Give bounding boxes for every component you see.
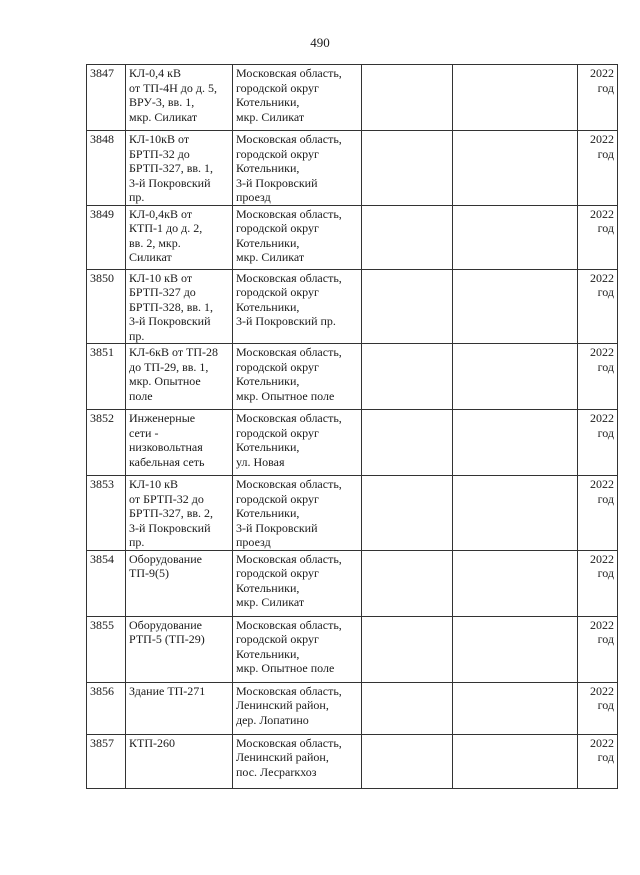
object-name-line: БРТП-328, вв. 1, bbox=[129, 299, 214, 314]
empty-cell bbox=[362, 65, 453, 131]
address-line: Московская область, bbox=[236, 551, 342, 566]
address-cell bbox=[233, 205, 362, 269]
address-cell bbox=[233, 682, 362, 734]
year-line: 2022 bbox=[590, 270, 614, 285]
object-name-line: мкр. Силикат bbox=[129, 109, 198, 124]
object-name-line: 3-й Покровский bbox=[129, 520, 211, 535]
object-name-line: сети - bbox=[129, 425, 159, 440]
table-row bbox=[87, 550, 618, 616]
table-row bbox=[87, 476, 618, 551]
empty-cell bbox=[453, 269, 578, 344]
empty-cell bbox=[362, 476, 453, 551]
address-cell bbox=[233, 550, 362, 616]
address-line: Московская область, bbox=[236, 270, 342, 285]
object-name-line: Инженерные bbox=[129, 411, 196, 425]
object-name-line: пр. bbox=[129, 190, 145, 204]
address-line: Котельники, bbox=[236, 95, 300, 109]
address-line: городской округ bbox=[236, 566, 319, 580]
empty-cell bbox=[362, 550, 453, 616]
year-line: 2022 bbox=[590, 477, 614, 491]
registry-body bbox=[87, 65, 618, 789]
year-cell bbox=[578, 344, 618, 410]
year-line: 2022 bbox=[590, 617, 614, 632]
address-line: Московская область, bbox=[236, 617, 342, 632]
year-cell bbox=[578, 65, 618, 131]
address-cell bbox=[233, 734, 362, 788]
table-row bbox=[87, 616, 618, 682]
address-line: Московская область, bbox=[236, 345, 342, 359]
empty-cell bbox=[362, 344, 453, 410]
object-name-line: БРТП-327 до bbox=[129, 285, 196, 299]
year-cell bbox=[578, 682, 618, 734]
empty-cell bbox=[453, 410, 578, 476]
object-name-line: пр. bbox=[129, 535, 145, 549]
address-line: городской округ bbox=[236, 285, 319, 299]
empty-cell bbox=[362, 410, 453, 476]
year-line: год bbox=[597, 566, 614, 580]
object-name-line: КЛ-0,4кВ от bbox=[129, 206, 193, 221]
object-name-line: от БРТП-32 до bbox=[129, 491, 204, 506]
year-line: 2022 bbox=[590, 66, 614, 80]
object-name-cell bbox=[126, 550, 233, 616]
year-line: год bbox=[597, 425, 614, 440]
row-number: 3857 bbox=[90, 735, 114, 750]
object-name-cell bbox=[126, 205, 233, 269]
row-number-cell bbox=[87, 65, 126, 131]
address-cell bbox=[233, 476, 362, 551]
year-cell bbox=[578, 616, 618, 682]
table-row bbox=[87, 205, 618, 269]
row-number: 3850 bbox=[90, 270, 114, 285]
year-line: 2022 bbox=[590, 683, 614, 698]
table-row bbox=[87, 410, 618, 476]
registry-table bbox=[86, 64, 618, 789]
table-row bbox=[87, 734, 618, 788]
address-line: мкр. Силикат bbox=[236, 250, 305, 264]
empty-cell bbox=[453, 682, 578, 734]
year-cell bbox=[578, 410, 618, 476]
table-row bbox=[87, 131, 618, 206]
object-name-line: Оборудование bbox=[129, 617, 202, 632]
year-cell bbox=[578, 476, 618, 551]
address-line: пос. Лесparкхоз bbox=[236, 764, 317, 779]
object-name-line: низковольтная bbox=[129, 440, 203, 454]
empty-cell bbox=[453, 550, 578, 616]
year-cell bbox=[578, 734, 618, 788]
object-name-line: КТП-1 до д. 2, bbox=[129, 221, 203, 235]
table-row bbox=[87, 344, 618, 410]
object-name-line: до ТП-29, вв. 1, bbox=[129, 359, 209, 374]
address-cell bbox=[233, 131, 362, 206]
address-line: Котельники, bbox=[236, 646, 300, 661]
year-line: 2022 bbox=[590, 735, 614, 750]
address-line: Московская область, bbox=[236, 683, 342, 698]
empty-cell bbox=[453, 616, 578, 682]
empty-cell bbox=[453, 734, 578, 788]
row-number-cell bbox=[87, 734, 126, 788]
object-name-cell bbox=[126, 476, 233, 551]
address-line: Котельники, bbox=[236, 299, 300, 314]
table-row bbox=[87, 269, 618, 344]
address-line: 3-й Покровский пр. bbox=[236, 314, 336, 328]
year-cell bbox=[578, 205, 618, 269]
address-line: 3-й Покровский bbox=[236, 520, 318, 535]
table-row bbox=[87, 65, 618, 131]
object-name-cell bbox=[126, 269, 233, 344]
empty-cell bbox=[453, 205, 578, 269]
address-line: дер. Лопатино bbox=[236, 712, 309, 727]
address-line: мкр. Опытное поле bbox=[236, 661, 335, 675]
object-name-line: Здание ТП-271 bbox=[129, 683, 206, 698]
object-name-line: мкр. Опытное bbox=[129, 374, 201, 388]
address-line: Котельники, bbox=[236, 235, 300, 250]
address-line: Московская область, bbox=[236, 411, 342, 425]
row-number-cell bbox=[87, 205, 126, 269]
object-name-cell bbox=[126, 410, 233, 476]
address-line: городской округ bbox=[236, 146, 319, 161]
address-line: Котельники, bbox=[236, 580, 300, 595]
empty-cell bbox=[362, 734, 453, 788]
empty-cell bbox=[362, 131, 453, 206]
empty-cell bbox=[362, 205, 453, 269]
object-name-cell bbox=[126, 344, 233, 410]
year-line: 2022 bbox=[590, 206, 614, 221]
empty-cell bbox=[362, 682, 453, 734]
address-line: городской округ bbox=[236, 491, 319, 506]
row-number-cell bbox=[87, 131, 126, 206]
address-line: городской округ bbox=[236, 80, 319, 95]
address-line: 3-й Покровский bbox=[236, 175, 318, 190]
row-number: 3856 bbox=[90, 683, 114, 698]
object-name-line: кабельная сеть bbox=[129, 454, 205, 469]
object-name-line: поле bbox=[129, 388, 153, 403]
address-line: Котельники, bbox=[236, 506, 300, 520]
object-name-line: БРТП-32 до bbox=[129, 146, 190, 161]
row-number-cell bbox=[87, 550, 126, 616]
row-number-cell bbox=[87, 476, 126, 551]
object-name-line: КЛ-0,4 кВ bbox=[129, 66, 181, 80]
address-cell bbox=[233, 65, 362, 131]
address-line: городской округ bbox=[236, 221, 319, 235]
address-cell bbox=[233, 344, 362, 410]
year-line: 2022 bbox=[590, 345, 614, 359]
address-line: Ленинский район, bbox=[236, 698, 329, 712]
row-number-cell bbox=[87, 344, 126, 410]
address-line: Московская область, bbox=[236, 66, 342, 80]
object-name-line: Оборудование bbox=[129, 551, 202, 566]
year-line: год bbox=[597, 221, 614, 235]
year-line: 2022 bbox=[590, 132, 614, 146]
address-line: Ленинский район, bbox=[236, 750, 329, 764]
row-number: 3852 bbox=[90, 411, 114, 425]
year-line: 2022 bbox=[590, 551, 614, 566]
address-line: мкр. Силикат bbox=[236, 595, 305, 609]
address-line: городской округ bbox=[236, 632, 319, 646]
row-number: 3851 bbox=[90, 345, 114, 359]
address-line: мкр. Силикат bbox=[236, 109, 305, 124]
row-number: 3849 bbox=[90, 206, 114, 221]
object-name-line: КЛ-10 кВ bbox=[129, 477, 178, 491]
year-line: год bbox=[597, 632, 614, 646]
row-number: 3854 bbox=[90, 551, 114, 566]
empty-cell bbox=[453, 65, 578, 131]
object-name-cell bbox=[126, 131, 233, 206]
object-name-cell bbox=[126, 734, 233, 788]
empty-cell bbox=[453, 131, 578, 206]
year-line: год bbox=[597, 750, 614, 764]
address-cell bbox=[233, 269, 362, 344]
year-line: год bbox=[597, 359, 614, 374]
year-line: год bbox=[597, 146, 614, 161]
address-cell bbox=[233, 616, 362, 682]
address-line: Московская область, bbox=[236, 132, 342, 146]
empty-cell bbox=[453, 344, 578, 410]
year-line: год bbox=[597, 285, 614, 299]
row-number: 3855 bbox=[90, 617, 114, 632]
object-name-line: БРТП-327, вв. 1, bbox=[129, 161, 214, 175]
object-name-line: ТП-9(5) bbox=[129, 566, 169, 580]
address-line: Московская область, bbox=[236, 735, 342, 750]
object-name-line: ВРУ-3, вв. 1, bbox=[129, 95, 195, 109]
year-cell bbox=[578, 269, 618, 344]
year-cell bbox=[578, 131, 618, 206]
row-number-cell bbox=[87, 616, 126, 682]
address-cell bbox=[233, 410, 362, 476]
page-number: 490 bbox=[310, 35, 330, 50]
address-line: Котельники, bbox=[236, 161, 300, 175]
year-cell bbox=[578, 550, 618, 616]
object-name-cell bbox=[126, 682, 233, 734]
row-number: 3848 bbox=[90, 132, 114, 146]
row-number: 3847 bbox=[90, 66, 114, 80]
object-name-line: Силикат bbox=[129, 250, 172, 264]
year-line: год bbox=[597, 491, 614, 506]
table-row bbox=[87, 682, 618, 734]
object-name-line: вв. 2, мкр. bbox=[129, 235, 181, 250]
address-line: городской округ bbox=[236, 425, 319, 440]
address-line: Котельники, bbox=[236, 440, 300, 454]
object-name-line: БРТП-327, вв. 2, bbox=[129, 506, 214, 520]
year-line: год bbox=[597, 698, 614, 712]
address-line: проезд bbox=[236, 190, 271, 204]
row-number-cell bbox=[87, 682, 126, 734]
object-name-line: КЛ-10кВ от bbox=[129, 132, 190, 146]
object-name-line: КТП-260 bbox=[129, 735, 175, 750]
row-number-cell bbox=[87, 410, 126, 476]
object-name-line: 3-й Покровский bbox=[129, 175, 211, 190]
object-name-line: КЛ-10 кВ от bbox=[129, 270, 193, 285]
object-name-line: РТП-5 (ТП-29) bbox=[129, 632, 205, 646]
object-name-line: КЛ-6кВ от ТП-28 bbox=[129, 345, 219, 359]
object-name-cell bbox=[126, 616, 233, 682]
object-name-cell bbox=[126, 65, 233, 131]
address-line: проезд bbox=[236, 535, 271, 549]
object-name-line: 3-й Покровский bbox=[129, 314, 211, 328]
address-line: Котельники, bbox=[236, 374, 300, 388]
row-number: 3853 bbox=[90, 477, 114, 491]
year-line: 2022 bbox=[590, 411, 614, 425]
row-number-cell bbox=[87, 269, 126, 344]
address-line: Московская область, bbox=[236, 206, 342, 221]
object-name-line: от ТП-4Н до д. 5, bbox=[129, 80, 217, 95]
empty-cell bbox=[362, 616, 453, 682]
empty-cell bbox=[453, 476, 578, 551]
address-line: Московская область, bbox=[236, 477, 342, 491]
address-line: городской округ bbox=[236, 359, 319, 374]
address-line: мкр. Опытное поле bbox=[236, 388, 335, 403]
address-line: ул. Новая bbox=[236, 454, 285, 469]
object-name-line: пр. bbox=[129, 328, 145, 343]
year-line: год bbox=[597, 80, 614, 95]
empty-cell bbox=[362, 269, 453, 344]
